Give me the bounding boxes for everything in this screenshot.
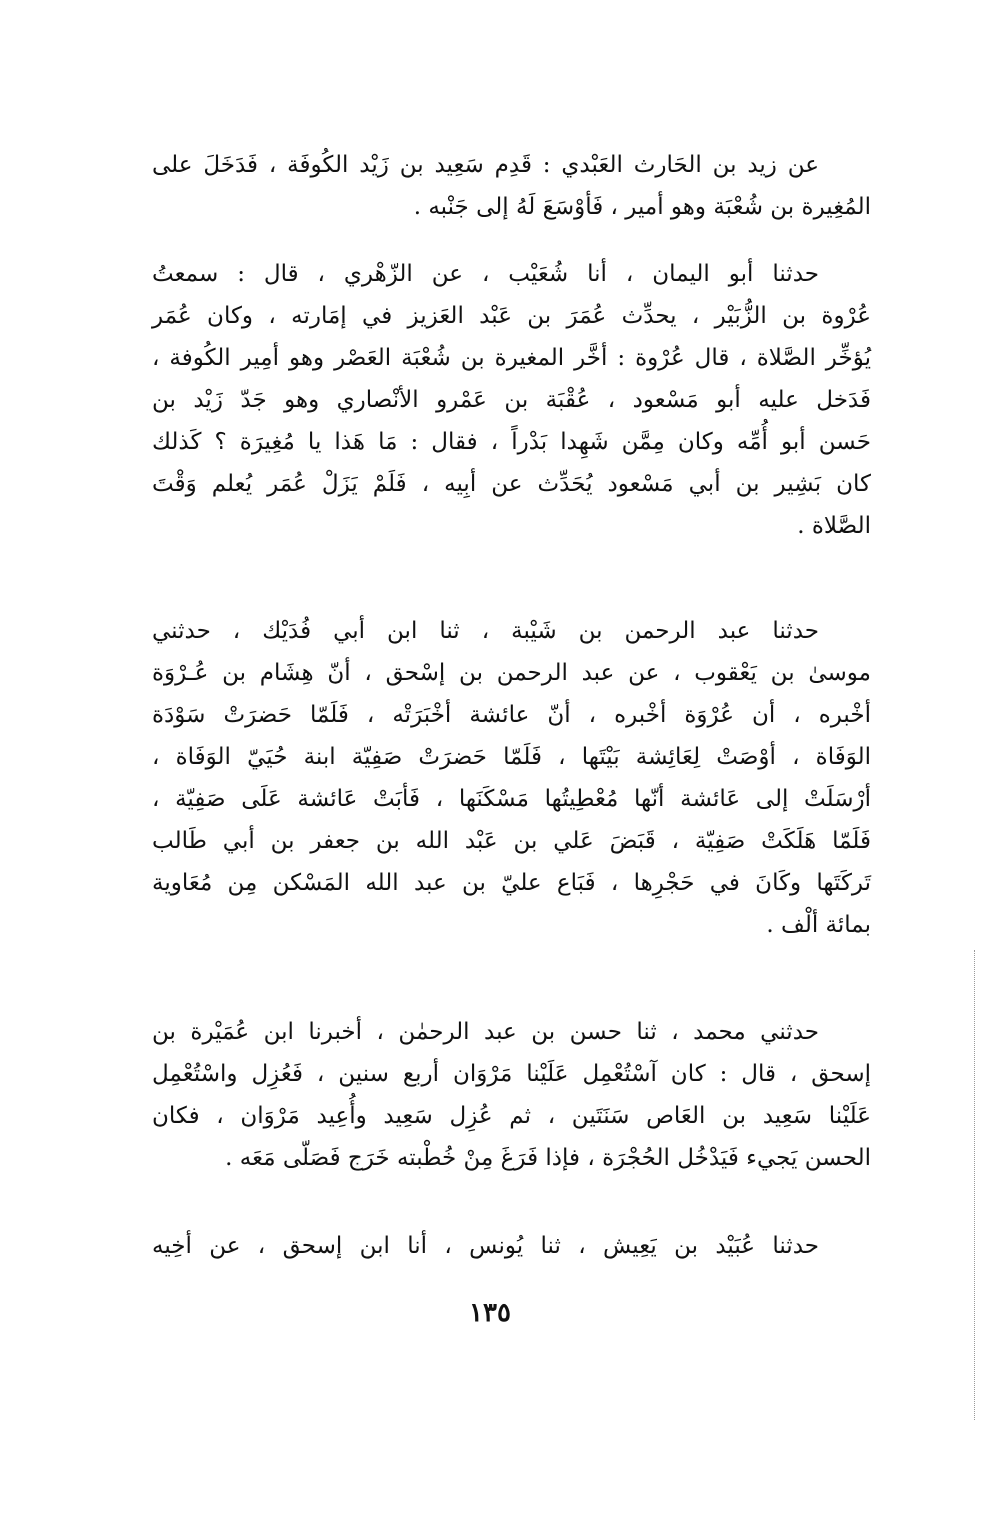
- text-line: إسحق ، قال : كان آسْتُعْمِل عَلَيْنا مَرْوَان أربع سنين ، فَعُزِل واسْتُعْمِل: [152, 1061, 871, 1087]
- paragraph-4: [152, 1011, 871, 1179]
- text-line: فَلَمّا هَلَكَتْ صَفِيّة ، قَبَضَ عَلي بن عَبْد الله بن جعفر بن أبي طَالب: [152, 828, 871, 854]
- paragraph-2: [152, 253, 871, 547]
- text-line: حدثنا عُبَيْد بن يَعِيش ، ثنا يُونس ، أنا ابن إسحق ، عن أخِيه: [152, 1233, 819, 1259]
- text-line: كان بَشِير بن أبي مَسْعود يُحَدِّث عن أبِيه ، فَلَمْ يَزَلْ عُمَر يُعلم وَقْتَ: [152, 471, 871, 497]
- text-line: المُغِيرة بن شُعْبَة وهو أمير ، فَأوْسَعَ لَهُ إلى جَنْبه .: [413, 194, 871, 220]
- text-line: الصَّلاة .: [797, 513, 871, 539]
- text-line: حدثني محمد ، ثنا حسن بن عبد الرحمٰن ، أخبرنا ابن عُمَيْرة بن: [152, 1019, 819, 1045]
- text-line: فَدَخل عليه أبو مَسْعود ، عُقْبَة بن عَمْرو الأنْصاري وهو جَدّ زَيْد بن: [152, 387, 871, 413]
- text-line: الوَفَاة ، أوْصَتْ لِعَائِشة بَيْتَها ، فَلَمّا حَضرَتْ صَفِيّة ابنة حُيَيّ الوَفَاة ،: [152, 744, 871, 770]
- text-line: بمائة ألْف .: [766, 912, 871, 938]
- text-line: عَلَيْنا سَعِيد بن العَاص سَنَتَين ، ثم عُزِل سَعِيد وأُعِيد مَرْوَان ، فكان: [152, 1103, 871, 1129]
- text-line: عن زيد بن الحَارث العَبْدي : قَدِم سَعِيد بن زَيْد الكُوفَة ، فَدَخَلَ على: [152, 152, 819, 178]
- text-line: يُؤخِّر الصَّلاة ، قال عُرْوة : أخَّر المغيرة بن شُعْبَة العَصْر وهو أمِير الكُوفة ،: [152, 345, 871, 371]
- page-number: ١٣٥: [469, 1298, 511, 1328]
- text-line: الحسن يَجيء فَيَدْخُل الحُجْرَة ، فإذا فَرَغَ مِنْ خُطْبته خَرَج فَصَلّى مَعَه .: [225, 1145, 871, 1171]
- paragraph-5: [152, 1225, 871, 1267]
- text-line: حدثنا عبد الرحمن بن شَيْبة ، ثنا ابن أبي فُدَيْك ، حدثني: [152, 618, 819, 644]
- text-line: موسىٰ بن يَعْقوب ، عن عبد الرحمن بن إسْحق ، أنّ هِشَام بن عُـرْوَة: [152, 660, 871, 686]
- text-line: أرْسَلَتْ إلى عَائشة أنّها مُعْطِيتُها مَسْكَنَها ، فَأبَتْ عَائشة عَلَى صَفِيّة ،: [152, 786, 871, 812]
- text-line: أخْبره ، أن عُرْوَة أخْبره ، أنّ عائشة أخْبَرَتْه ، فَلَمّا حَضرَتْ سَوْدَة: [152, 702, 871, 728]
- page-edge: [973, 950, 975, 1420]
- paragraph-3: [152, 610, 871, 946]
- text-line: تَركَتَها وكَانَ في حَجْرِها ، فَبَاع عليّ بن عبد الله المَسْكن مِن مُعَاوية: [152, 870, 871, 896]
- text-line: حَسن أبو أُمِّه وكان مِمَّن شَهِدا بَدْراً ، فقال : مَا هَذا يا مُغِيرَة ؟ كَذلك: [152, 429, 871, 455]
- text-line: عُرْوة بن الزُّبَيْر ، يحدِّث عُمَرَ بن عَبْد العَزيز في إمَارته ، وكان عُمَر: [152, 303, 871, 329]
- paragraph-1: [152, 144, 871, 228]
- text-line: حدثنا أبو اليمان ، أنا شُعَيْب ، عن الزّهْري ، قال : سمعتُ: [152, 261, 819, 287]
